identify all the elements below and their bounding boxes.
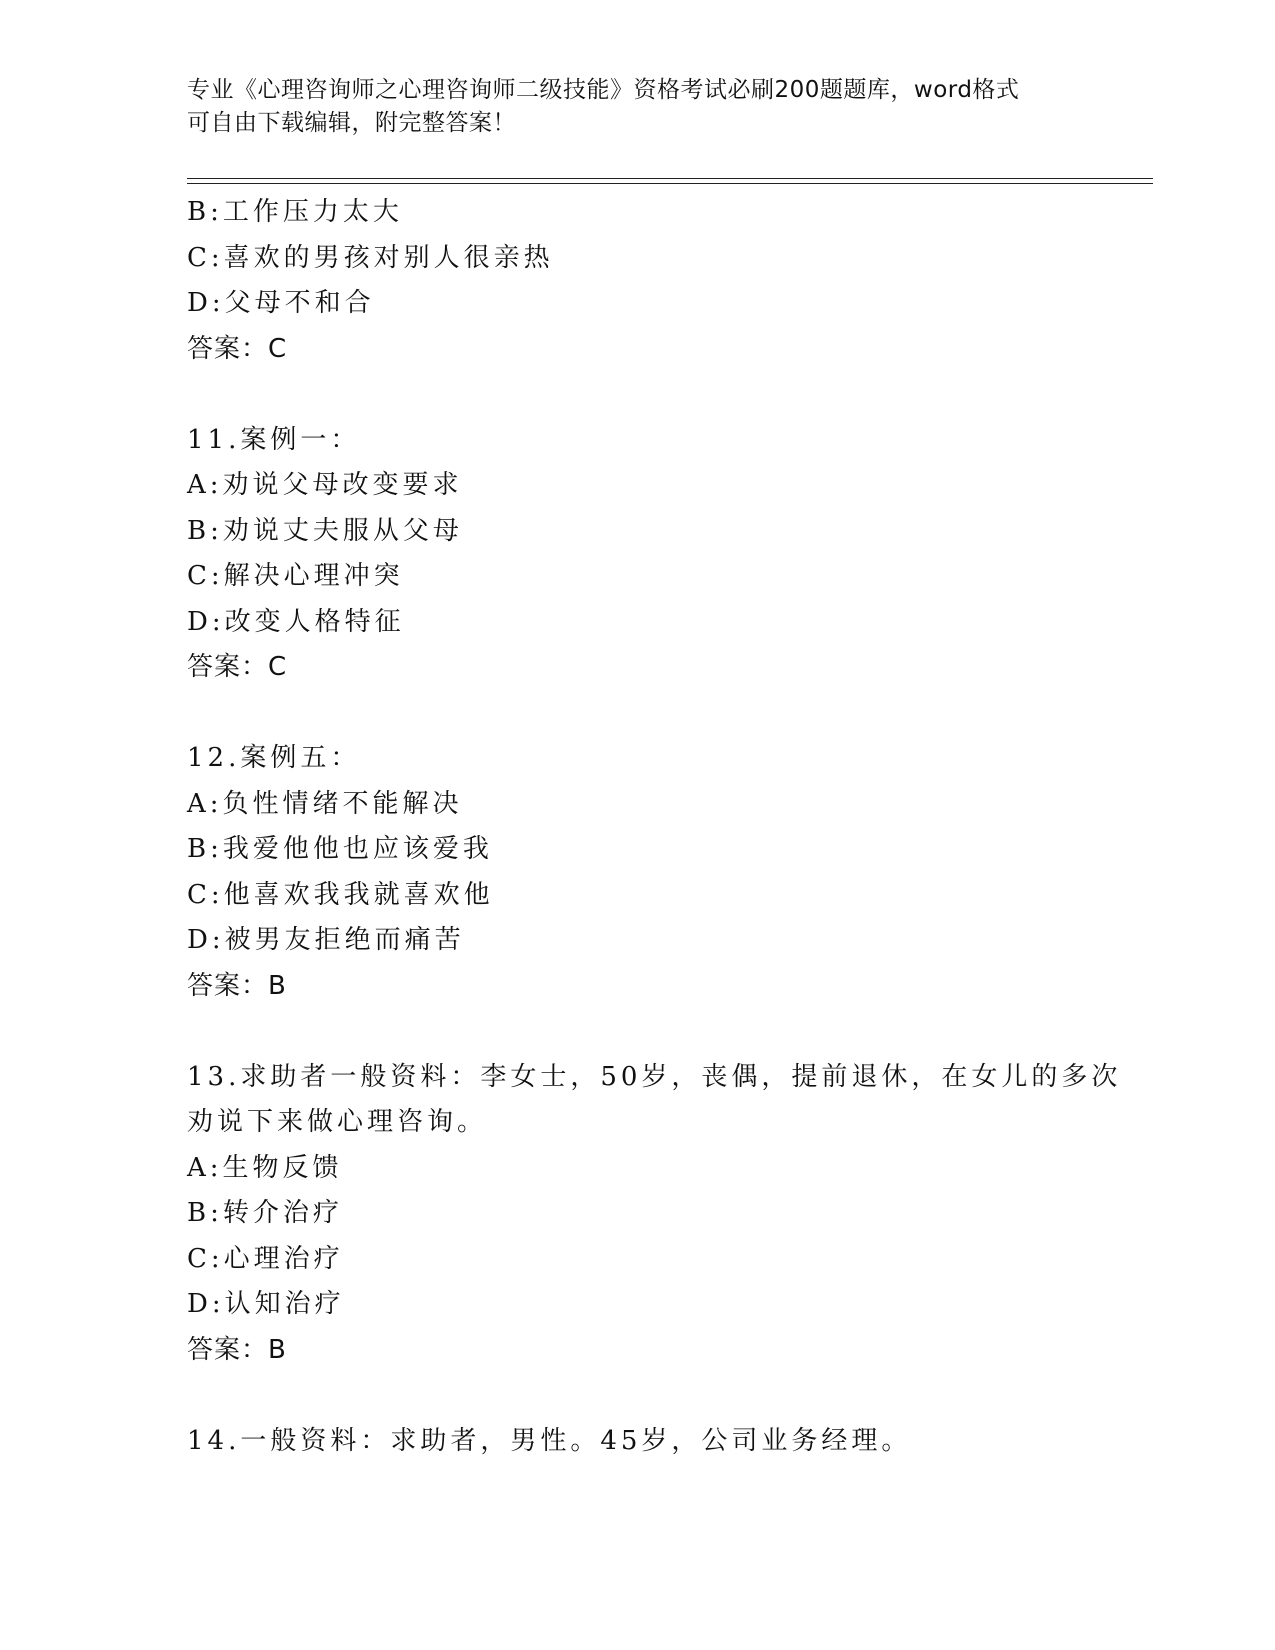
question-list: [187, 190, 1122, 1464]
question-title-line-1: 13.求助者一般资料：李女士，50岁，丧偶，提前退休，在女儿的多次: [187, 1061, 1122, 1092]
spacer: [187, 691, 1107, 737]
option-b: B:工作压力太大: [187, 197, 403, 227]
question-title: 14.一般资料：求助者，男性。45岁，公司业务经理。: [187, 1425, 912, 1456]
option-b: B:转介治疗: [187, 1198, 343, 1228]
option-d: D:被男友拒绝而痛苦: [187, 925, 465, 955]
header-title-line-1: 专业《心理咨询师之心理咨询师二级技能》资格考试必刷200题题库，word格式: [187, 77, 1020, 103]
option-d: D:认知治疗: [187, 1289, 345, 1319]
option-a: A:生物反馈: [187, 1152, 343, 1183]
question-14: [187, 1419, 1107, 1465]
option-d: D:父母不和合: [187, 288, 375, 318]
spacer: [187, 1373, 1107, 1419]
question-title: 12.案例五：: [187, 743, 361, 773]
option-c: C:喜欢的男孩对别人很亲热: [187, 242, 554, 273]
answer-line: 答案：B: [187, 970, 287, 1001]
answer-line: 答案：C: [187, 652, 288, 682]
spacer: [187, 372, 1107, 418]
option-a: A:负性情绪不能解决: [187, 788, 463, 819]
option-c: C:他喜欢我我就喜欢他: [187, 879, 494, 910]
option-b: B:劝说丈夫服从父母: [187, 515, 463, 546]
question-10: [187, 190, 1107, 372]
question-13: [187, 1055, 1122, 1374]
answer-line: 答案：B: [187, 1334, 287, 1365]
question-11: [187, 418, 1107, 691]
header-divider-top: [187, 178, 1153, 179]
page-header: [187, 74, 1087, 140]
option-c: C:心理治疗: [187, 1243, 344, 1274]
spacer: [187, 1009, 1107, 1055]
question-12: [187, 736, 1107, 1009]
option-b: B:我爱他他也应该爱我: [187, 834, 493, 864]
header-title-line-2: 可自由下载编辑，附完整答案！: [187, 110, 516, 136]
answer-line: 答案：C: [187, 333, 288, 364]
option-c: C:解决心理冲突: [187, 561, 404, 591]
option-d: D:改变人格特征: [187, 606, 405, 637]
question-title: 11.案例一：: [187, 424, 361, 455]
option-a: A:劝说父母改变要求: [187, 470, 463, 500]
header-divider-bottom: [187, 183, 1153, 184]
question-title-line-2: 劝说下来做心理咨询。: [187, 1107, 488, 1137]
